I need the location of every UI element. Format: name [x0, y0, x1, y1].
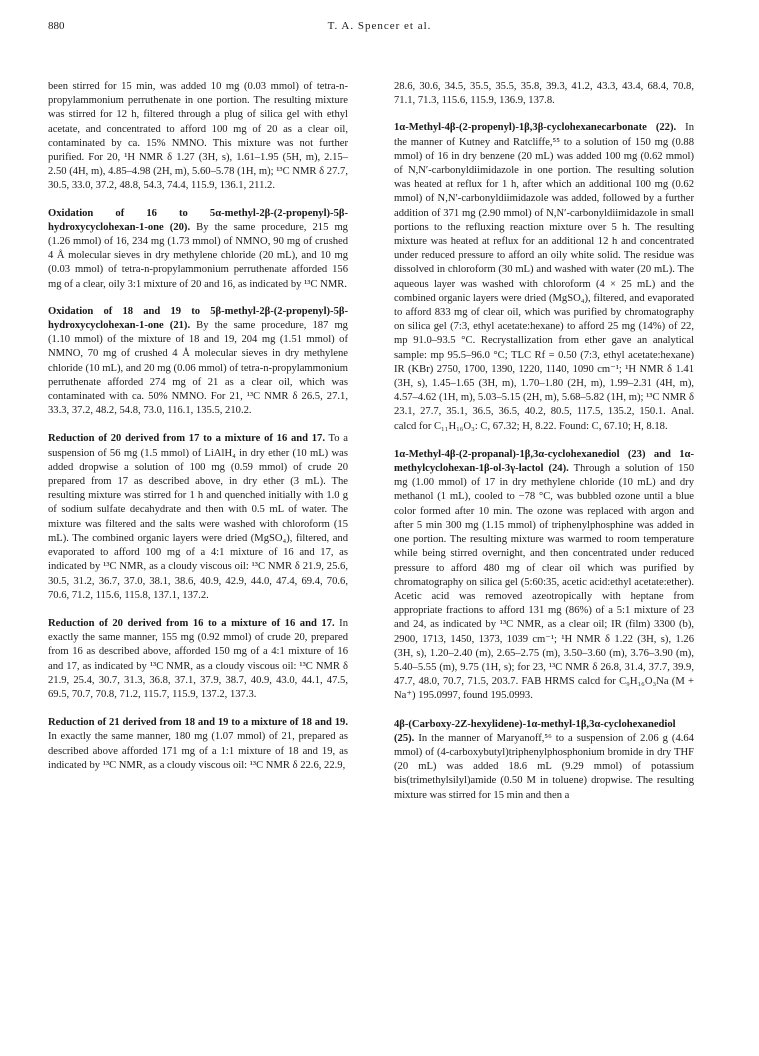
procedure-body: In the manner of Maryanoff,⁵⁶ to a suspension of 2.06 g (4.64 mmol) of (4-carboxybutyl)triphenylphosphonium bromide in dry THF (20 mL) was added 18.6 mL (9.29 mmol) of potassium bis(trimethylsilyl)amide (0.50 M in toluene) dropwise. The resulting mixture was stirred for 15 min and then a [394, 732, 694, 801]
procedure-heading: Reduction of 20 derived from 16 to a mixture of 16 and 17. [48, 617, 335, 629]
procedure-reduction-21 [48, 716, 348, 773]
page-number: 880 [48, 20, 65, 32]
procedure-heading: 4β-(Carboxy-2Z-hexylidene)-1α-methyl-1β,3α-cyclohexanediol (25). [394, 718, 676, 744]
procedure-compound-25 [394, 718, 694, 803]
right-column [394, 80, 694, 803]
procedure-reduction-20-from-17 [48, 432, 348, 602]
procedure-heading: Reduction of 21 derived from 18 and 19 to a mixture of 18 and 19. [48, 717, 348, 729]
procedure-heading: 1α-Methyl-4β-(2-propenyl)-1β,3β-cyclohexanecarbonate (22). [394, 122, 677, 134]
left-column [48, 80, 348, 773]
right-intro-paragraph: 28.6, 30.6, 34.5, 35.5, 35.5, 35.8, 39.3, 41.2, 43.3, 43.4, 68.4, 70.8, 71.1, 71.3, 115.6, 115.9, 136.9, 137.8. [394, 81, 694, 107]
procedure-reduction-20-from-16 [48, 617, 348, 702]
procedure-compound-22 [394, 121, 694, 433]
procedure-body: Through a solution of 150 mg (1.00 mmol) of 17 in dry methylene chloride (10 mL) and dry methanol (1 mL), cooled to −78 °C, was bubbled ozone until a blue color formed after 10 min. The ozone was replaced with argon and after 5 min 300 mg (1.15 mmol) of triphenylphosphine was added in one portion. The resulting mixture was warmed to room temperature while being stirred overnight, and then concentrated under reduced pressure to afford 480 mg of clear oil which was purified by chromatography on silica gel (5:60:35, acetic acid:ethyl acetate:ether). Acetic acid was removed azeotropically with heptane from appropriate fractions to afford 131 mg (86%) of a 5:1 mixture of 23 and 24, as indicated by ¹³C NMR, as a clear oil; IR (film) 3300 (b), 2900, 1713, 1450, 1373, 1039 cm⁻¹; ¹H NMR δ 1.22 (3H, s), 1.26 (3H, s), 1.20–2.40 (m), 2.65–2.75 (m), 3.50–3.60 (m), 3.76–3.90 (m), 5.40–5.55 (m), 9.75 (1H, s); for 23, ¹³C NMR δ 26.8, 31.4, 37.7, 39.9, 47.7, 48.0, 70.7, 71.5, 203.7. FAB HRMS calcd for C₉H₁₆O₃Na (M + Na⁺) 195.0997, found 195.0993. [394, 463, 694, 702]
procedure-oxidation-18-19 [48, 305, 348, 419]
procedure-heading: Oxidation of 18 and 19 to 5β-methyl-2β-(2-propenyl)-5β-hydroxycyclohexan-1-one (21). [48, 305, 348, 332]
running-head: T. A. Spencer et al. [327, 20, 432, 32]
procedure-compounds-23-24 [394, 448, 694, 704]
procedure-body: By the same procedure, 187 mg (1.10 mmol) of the mixture of 18 and 19, 204 mg (1.51 mmol) of NMNO, 70 mg of crushed 4 Å molecular sieves in dry methylene chloride (10 mL), and 20 mg (0.06 mmol) of tetra-n-propylammonium perruthenate afforded 274 mg of 21 as a clear oil, which was contaminated with ca. 50% NMNO. For 21, ¹³C NMR δ 26.5, 27.1, 33.3, 37.2, 48.2, 54.8, 73.0, 116.1, 135.5, 210.2. [48, 320, 348, 417]
procedure-heading: Reduction of 20 derived from 17 to a mixture of 16 and 17. [48, 433, 325, 445]
procedure-body: To a suspension of 56 mg (1.5 mmol) of LiAlH₄ in dry ether (10 mL) was added dropwise a solution of 100 mg (0.59 mmol) of crude 20 prepared from 17 as described above, in dry ether (3 mL). The resulting mixture was stirred for 1 h and quenched initially with 1.0 g of sodium sulfate decahydrate and then with 0.5 mL of water. The mixture was filtered and the salts were washed with chloroform (15 mL). The combined organic layers were dried (MgSO₄), filtered, and evaporated to afford 100 mg of a 4:1 mixture of 16 and 17, as indicated by ¹³C NMR, as a cloudy viscous oil: ¹³C NMR δ 21.9, 25.6, 30.5, 31.2, 36.7, 37.0, 38.1, 38.6, 40.9, 42.9, 44.0, 47.4, 69.4, 70.6, 70.6, 71.2, 115.6, 115.8, 137.1, 137.2. [48, 433, 348, 601]
left-intro-paragraph: been stirred for 15 min, was added 10 mg (0.03 mmol) of tetra-n-propylammonium perruthenate in one portion. The resulting mixture was stirred for 12 h, filtered through a plug of silica gel with ethyl acetate, and concentrated to afford 100 mg of 20 as a clear oil, contaminated by ca. 15% NMNO. This mixture was not further purified. For 20, ¹H NMR δ 1.27 (3H, s), 1.61–1.95 (5H, m), 2.15–2.50 (4H, m), 4.85–4.98 (2H, m), 5.60–5.78 (1H, m); ¹³C NMR δ 27.7, 30.5, 33.0, 37.2, 48.8, 54.3, 74.4, 115.9, 136.1, 211.2. [48, 81, 348, 192]
procedure-body: In the manner of Kutney and Ratcliffe,⁵⁵ to a solution of 150 mg (0.88 mmol) of 16 in dry benzene (20 mL) was added 100 mg (0.62 mmol) of N,N′-carbonyldiimidazole in one portion. The resulting solution was heated at reflux for 1 h, after which an additional 100 mg (0.62 mmol) of N,N′-carbonyldiimidazole was added, followed by a further addition of 371 mg (2.90 mmol) of N,N′-carbonyldiimidazole in small portions to the refluxing reaction mixture over 5 h. The resulting mixture was heated at reflux for an additional 12 h and concentrated under reduced pressure to afford an oily white solid. The residue was dissolved in chloroform (30 mL) and washed with water (20 mL). The aqueous layer was washed with chloroform (4 × 25 mL) and the combined organic layers were dried (MgSO₄), filtered, and evaporated to afford 833 mg of clear oil, which was purified by chromatography on silica gel (7:3, ethyl acetate:hexane) to afford 25 mg (14%) of 22, mp 91.0–93.5 °C. Recrystallization from ether gave an analytical sample: mp 95.5–96.0 °C; TLC Rf = 0.50 (7:3, ethyl acetate:hexane) IR (KBr) 2750, 1700, 1390, 1220, 1140, 1090 cm⁻¹; ¹H NMR δ 1.41 (3H, s), 1.45–1.65 (3H, m), 1.70–1.80 (2H, m), 1.99–2.31 (4H, m), 4.57–4.62 (1H, m), 5.03–5.15 (2H, m), 5.68–5.82 (1H, m); ¹³C NMR δ 23.1, 27.7, 35.1, 36.5, 36.5, 40.2, 80.5, 117.5, 135.2, 150.1. Anal. calcd for C₁₁H₁₆O₃: C, 67.32; H, 8.22. Found: C, 67.10; H, 8.18. [394, 122, 694, 432]
procedure-heading: 1α-Methyl-4β-(2-propanal)-1β,3α-cyclohexanediol (23) and 1α-methylcyclohexan-1β-ol-3γ-lactol (24). [394, 448, 694, 475]
procedure-body: In exactly the same manner, 155 mg (0.92 mmol) of crude 20, prepared from 16 as described above, afforded 150 mg of a 4:1 mixture of 16 and 17, as indicated by ¹³C NMR, as a cloudy viscous oil: ¹³C NMR δ 21.9, 25.4, 30.7, 31.3, 36.8, 37.1, 37.9, 38.7, 40.9, 43.0, 44.1, 47.5, 69.5, 70.7, 70.8, 71.2, 115.7, 115.9, 137.2, 137.3. [48, 617, 348, 700]
procedure-body: In exactly the same manner, 180 mg (1.07 mmol) of 21, prepared as described above afforded 171 mg of a 1:1 mixture of 18 and 19, as indicated by ¹³C NMR, as a cloudy viscous oil: ¹³C NMR δ 22.6, 22.9, [48, 731, 348, 771]
procedure-oxidation-16 [48, 207, 348, 292]
procedure-body: By the same procedure, 215 mg (1.26 mmol) of 16, 234 mg (1.73 mmol) of NMNO, 90 mg of crushed 4 Å molecular sieves in dry methylene chloride (20 mL), and 10 mg (0.03 mmol) of tetra-n-propylammonium perruthenate afforded 156 mg of a clear, oily 3:1 mixture of 20 and 16, as indicated by ¹³C NMR. [48, 221, 348, 290]
procedure-heading: Oxidation of 16 to 5α-methyl-2β-(2-propenyl)-5β-hydroxycyclohexan-1-one (20). [48, 207, 348, 233]
